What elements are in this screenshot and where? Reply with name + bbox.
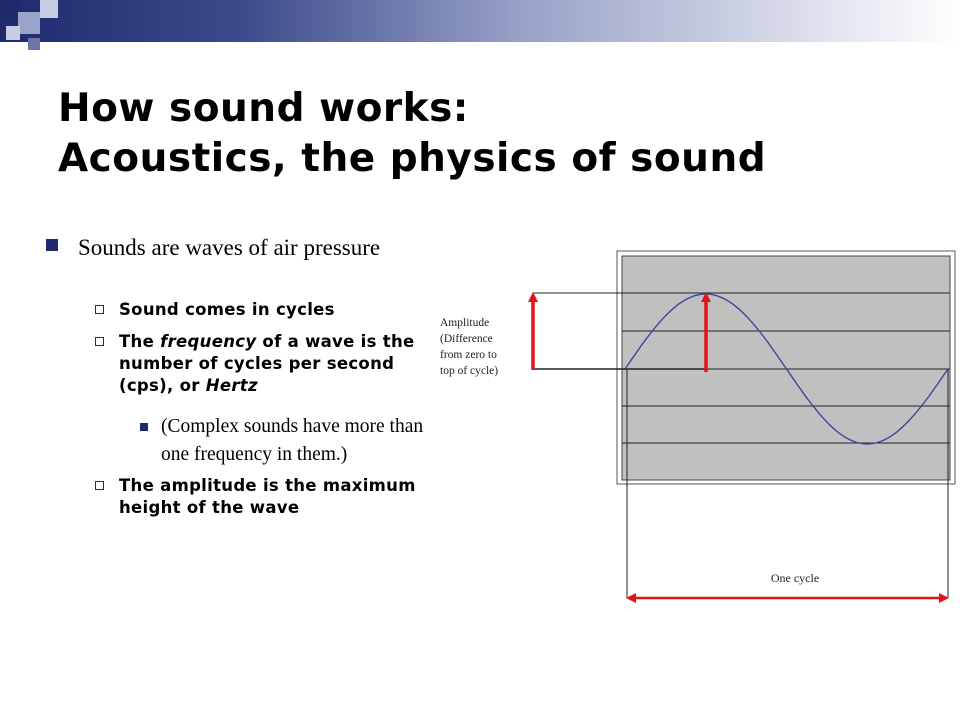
frequency-text-pre: The bbox=[119, 332, 161, 351]
frequency-emphasis: frequency bbox=[160, 332, 257, 351]
bullet-main-text: Sounds are waves of air pressure bbox=[78, 235, 381, 260]
hertz-emphasis: Hertz bbox=[205, 376, 258, 395]
bullet-sub-amplitude-text: The amplitude is the maximum height of the wave bbox=[119, 476, 416, 517]
bullet-sub-cycles-text: Sound comes in cycles bbox=[119, 300, 335, 319]
one-cycle-label: One cycle bbox=[770, 571, 820, 585]
bullet-complex-sounds-text: (Complex sounds have more than one frequency in them.) bbox=[161, 416, 424, 465]
title-line-1: How sound works: bbox=[58, 86, 469, 131]
title-line-2: Acoustics, the physics of sound bbox=[58, 136, 767, 181]
frequency-text-mid: of a wave is the number of cycles per second (cps), or bbox=[119, 332, 415, 395]
amplitude-label: Amplitude (Difference from zero to top of cycle) bbox=[440, 317, 499, 377]
